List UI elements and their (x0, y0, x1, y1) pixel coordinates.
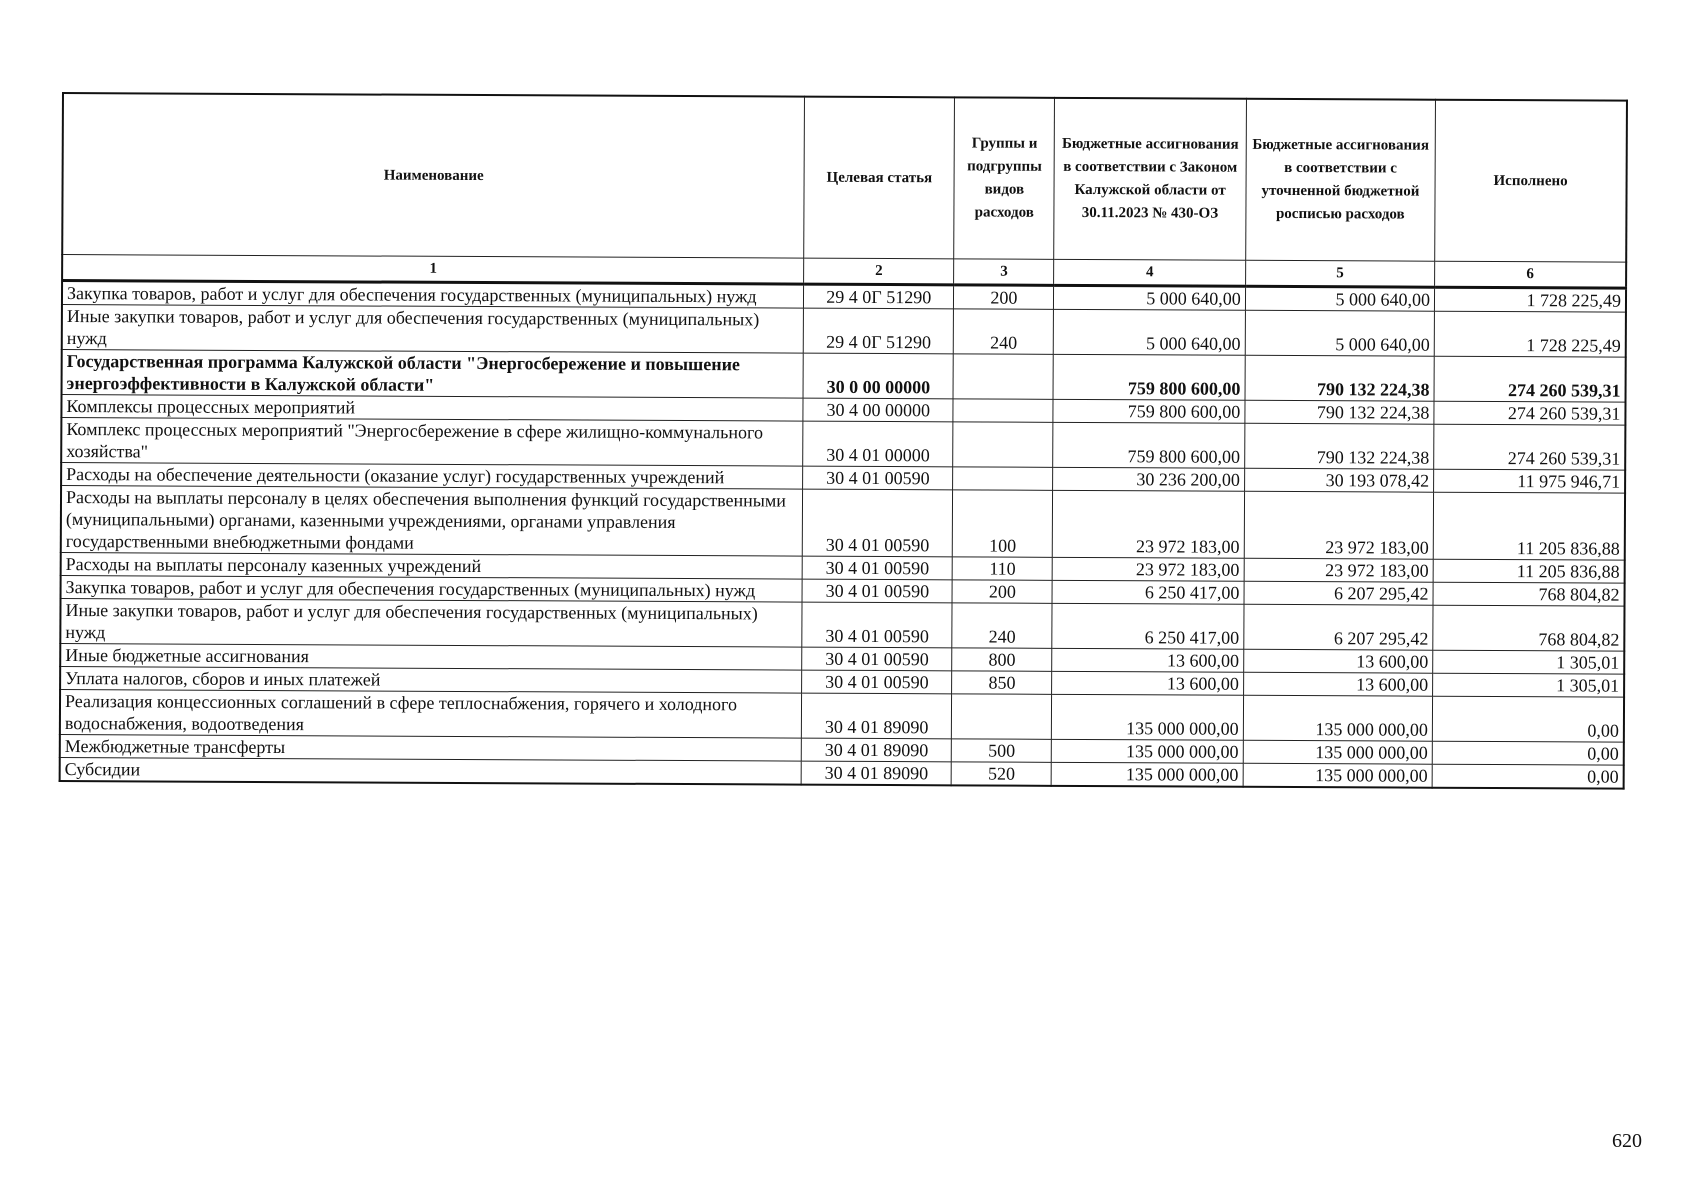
row-executed-amount: 274 260 539,31 (1434, 401, 1626, 425)
row-expense-group: 500 (952, 739, 1052, 762)
row-executed-amount: 0,00 (1432, 696, 1624, 742)
table-row (61, 418, 1625, 471)
header-expense-groups: Группы и подгруппы видов расходов (954, 97, 1055, 259)
row-expense-group: 200 (954, 285, 1054, 309)
table-row (62, 305, 1626, 358)
row-expense-group: 850 (952, 671, 1052, 694)
row-name: Закупка товаров, работ и услуг для обеспечения государственных (муниципальных) нужд (61, 575, 803, 602)
row-revised-amount: 135 000 000,00 (1243, 740, 1432, 764)
row-revised-amount: 5 000 640,00 (1245, 286, 1434, 311)
column-number: 1 (62, 255, 804, 285)
row-name: Расходы на выплаты персоналу казенных учреждений (61, 552, 803, 579)
header-name: Наименование (62, 93, 805, 258)
row-expense-group (953, 399, 1053, 422)
row-executed-amount: 768 804,82 (1433, 605, 1625, 651)
row-target-article: 30 4 01 00590 (802, 647, 952, 671)
row-law-amount: 759 800 600,00 (1053, 422, 1245, 468)
row-expense-group: 200 (952, 580, 1052, 603)
row-executed-amount: 0,00 (1432, 741, 1624, 765)
row-revised-amount: 23 972 183,00 (1244, 491, 1434, 559)
table-row (61, 486, 1625, 561)
row-law-amount: 13 600,00 (1052, 671, 1244, 695)
column-number: 5 (1245, 260, 1434, 287)
row-revised-amount: 13 600,00 (1243, 649, 1432, 673)
row-target-article: 30 4 00 00000 (803, 398, 953, 422)
row-name: Иные закупки товаров, работ и услуг для обеспечения государственных (муниципальных) нужд (60, 598, 802, 647)
row-executed-amount: 768 804,82 (1433, 582, 1625, 606)
row-executed-amount: 274 260 539,31 (1434, 424, 1626, 470)
row-executed-amount: 11 205 836,88 (1433, 559, 1625, 583)
row-revised-amount: 23 972 183,00 (1244, 558, 1433, 582)
header-law-allocations: Бюджетные ассигнования в соответствии с Законом Калужской области от 30.11.2023 № 430-ОЗ (1054, 98, 1246, 260)
row-revised-amount: 135 000 000,00 (1243, 763, 1432, 787)
row-name: Закупка товаров, работ и услуг для обеспечения государственных (муниципальных) нужд (62, 281, 804, 309)
row-name: Государственная программа Калужской области "Энергосбережение и повышение энергоэффективности в Калужской области" (62, 350, 804, 399)
row-law-amount: 135 000 000,00 (1052, 694, 1244, 740)
header-revised-allocations: Бюджетные ассигнования в соответствии с уточненной бюджетной росписью расходов (1245, 99, 1435, 261)
row-expense-group (953, 422, 1053, 467)
row-law-amount: 135 000 000,00 (1051, 762, 1243, 786)
table-row-program (62, 350, 1626, 403)
row-target-article: 30 4 01 00590 (802, 556, 952, 580)
row-target-article: 29 4 0Г 51290 (804, 284, 954, 309)
column-number: 6 (1435, 261, 1627, 288)
row-revised-amount: 790 132 224,38 (1245, 355, 1434, 401)
row-law-amount: 6 250 417,00 (1052, 580, 1244, 604)
row-target-article: 30 4 01 00590 (802, 489, 952, 557)
page-number: 620 (1612, 1130, 1642, 1152)
row-executed-amount: 1 728 225,49 (1434, 311, 1626, 357)
row-name: Комплексы процессных мероприятий (61, 395, 803, 422)
row-target-article: 30 4 01 00000 (803, 421, 953, 467)
header-row (62, 93, 1627, 262)
row-law-amount: 23 972 183,00 (1053, 557, 1245, 581)
row-revised-amount: 790 132 224,38 (1245, 400, 1434, 424)
row-executed-amount: 0,00 (1432, 764, 1624, 788)
row-expense-group: 110 (952, 557, 1052, 580)
row-name: Иные бюджетные ассигнования (60, 643, 802, 670)
row-executed-amount: 274 260 539,31 (1434, 356, 1626, 402)
row-law-amount: 5 000 640,00 (1054, 309, 1246, 355)
row-law-amount: 759 800 600,00 (1053, 399, 1245, 423)
row-law-amount: 23 972 183,00 (1053, 490, 1245, 558)
row-expense-group (952, 694, 1052, 739)
row-law-amount: 6 250 417,00 (1052, 603, 1244, 649)
row-target-article: 30 4 01 89090 (802, 693, 952, 739)
row-revised-amount: 6 207 295,42 (1244, 604, 1433, 650)
row-revised-amount: 5 000 640,00 (1245, 310, 1434, 356)
header-executed: Исполнено (1435, 100, 1627, 262)
row-target-article: 30 4 01 00590 (803, 466, 953, 490)
row-name: Расходы на обеспечение деятельности (оказание услуг) государственных учреждений (61, 463, 803, 490)
row-revised-amount: 13 600,00 (1243, 672, 1432, 696)
row-name: Расходы на выплаты персоналу в целях обеспечения выполнения функций государственными (муниципальными) органами, казенными учреждениями, органами управления государственными внебюджетными фондами (61, 486, 803, 557)
row-revised-amount: 135 000 000,00 (1243, 695, 1432, 741)
row-law-amount: 13 600,00 (1052, 648, 1244, 672)
row-expense-group: 100 (953, 490, 1053, 557)
row-target-article: 30 4 01 00590 (802, 602, 952, 648)
row-executed-amount: 11 975 946,71 (1434, 469, 1626, 493)
row-name: Уплата налогов, сборов и иных платежей (60, 666, 802, 693)
budget-table (59, 92, 1628, 790)
row-target-article: 30 4 01 00590 (802, 579, 952, 603)
row-executed-amount: 11 205 836,88 (1433, 492, 1625, 560)
document-page (59, 92, 1628, 790)
table-row (60, 598, 1624, 651)
row-executed-amount: 1 305,01 (1433, 673, 1625, 697)
row-target-article: 30 4 01 89090 (801, 738, 951, 762)
row-executed-amount: 1 728 225,49 (1434, 287, 1626, 312)
row-expense-group (953, 354, 1053, 399)
row-revised-amount: 6 207 295,42 (1244, 581, 1433, 605)
row-name: Комплекс процессных мероприятий "Энергосбережение в сфере жилищно-коммунального хозяйства" (61, 418, 803, 467)
column-number: 3 (954, 259, 1054, 285)
table-row (60, 689, 1624, 742)
column-number: 2 (804, 258, 954, 285)
row-target-article: 30 0 00 00000 (803, 353, 953, 399)
row-law-amount: 135 000 000,00 (1052, 739, 1244, 763)
row-law-amount: 5 000 640,00 (1054, 285, 1246, 310)
row-target-article: 30 4 01 00590 (802, 670, 952, 694)
row-target-article: 29 4 0Г 51290 (803, 308, 953, 354)
row-expense-group (953, 467, 1053, 490)
row-revised-amount: 30 193 078,42 (1244, 468, 1433, 492)
row-expense-group: 240 (954, 309, 1054, 354)
row-law-amount: 759 800 600,00 (1053, 354, 1245, 400)
header-target-article: Целевая статья (804, 97, 955, 259)
row-name: Иные закупки товаров, работ и услуг для обеспечения государственных (муниципальных) нужд (62, 305, 804, 354)
row-name: Межбюджетные трансферты (60, 734, 802, 761)
column-number: 4 (1054, 259, 1246, 286)
row-expense-group: 520 (951, 762, 1051, 786)
row-name: Реализация концессионных соглашений в сфере теплоснабжения, горячего и холодного водоснабжения, водоотведения (60, 689, 802, 738)
row-revised-amount: 790 132 224,38 (1244, 423, 1433, 469)
row-name: Субсидии (60, 757, 802, 784)
row-target-article: 30 4 01 89090 (801, 761, 951, 785)
row-executed-amount: 1 305,01 (1433, 650, 1625, 674)
row-expense-group: 800 (952, 648, 1052, 671)
row-law-amount: 30 236 200,00 (1053, 467, 1245, 491)
row-expense-group: 240 (952, 603, 1052, 648)
